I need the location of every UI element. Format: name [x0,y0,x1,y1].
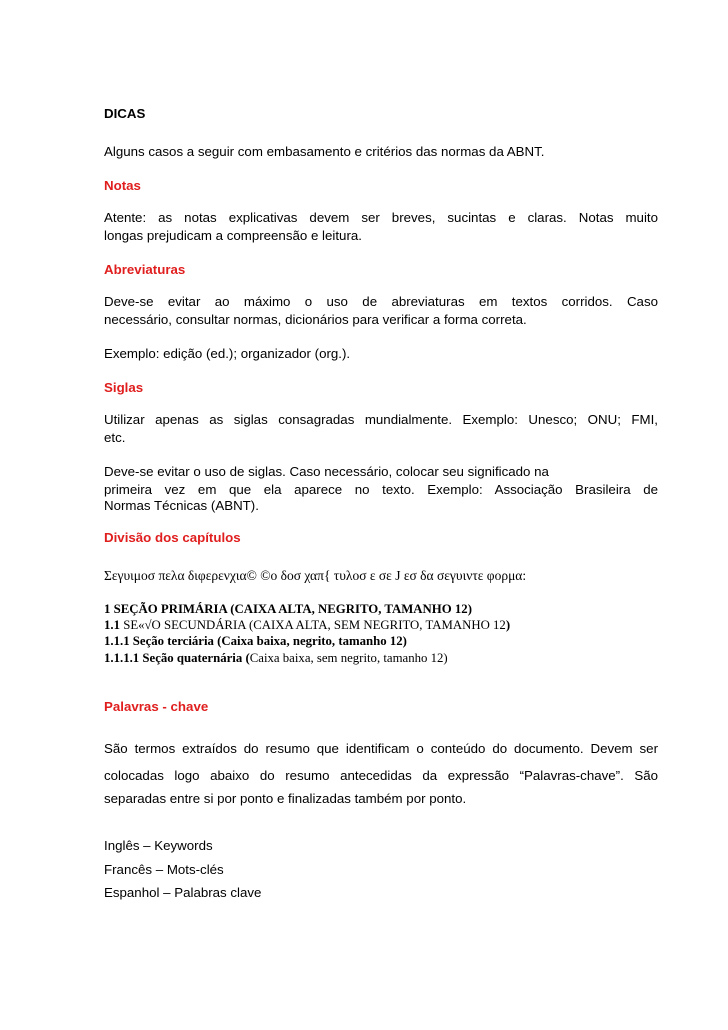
page-heading: DICAS [104,106,146,121]
siglas-p1-line-1: Utilizar apenas as siglas consagradas mundialmente. Exemplo: Unesco; ONU; FMI, [104,412,658,427]
section-level-2-number: 1.1 [104,618,120,632]
notas-line-1: Atente: as notas explicativas devem ser breves, sucintas e claras. Notas muito [104,210,658,225]
abreviaturas-line-1: Deve-se evitar ao máximo o uso de abreviaturas em textos corridos. Caso [104,294,658,309]
section-level-2-note: CAIXA ALTA, SEM NEGRITO, TAMANHO 12 [253,618,506,632]
palavras-line-2: colocadas logo abaixo do resumo antecedidas da expressão “Palavras-chave”. São [104,768,658,783]
divisao-title: Divisão dos capítulos [104,530,241,545]
abreviaturas-title: Abreviaturas [104,262,186,277]
notas-title: Notas [104,178,141,193]
palavras-line-3: separadas entre si por ponto e finalizadas também por ponto. [104,791,467,806]
section-level-2-close: ) [505,618,511,632]
section-level-3: 1.1.1 Seção terciária (Caixa baixa, negrito, tamanho 12) [104,634,407,648]
notas-line-2: longas prejudicam a compreensão e leitura. [104,228,362,243]
section-level-4-title: 1.1.1.1 Seção quaternária ( [104,651,250,665]
siglas-p2-line-2: primeira vez em que ela aparece no texto. Exemplo: Associação Brasileira de [104,482,658,497]
siglas-title: Siglas [104,380,144,395]
section-level-4 [104,650,448,667]
section-level-2-title: SE«√O SECUNDÁRIA ( [120,618,254,632]
section-level-1: 1 SEÇÃO PRIMÁRIA (CAIXA ALTA, NEGRITO, TAMANHO 12) [104,602,472,616]
palavras-title: Palavras - chave [104,699,209,714]
divisao-garbled-line: Σεγυιμοσ πελα διφερενχια© ©ο δοσ χαπ{ τυλοσ ε σε J εσ δα σεγυιντε φορμα: [104,568,527,583]
section-level-2 [104,617,510,634]
keyword-item-english: Inglês – Keywords [104,838,213,853]
siglas-p2-line-3: Normas Técnicas (ABNT). [104,498,259,513]
palavras-line-1: São termos extraídos do resumo que identificam o conteúdo do documento. Devem ser [104,741,658,756]
intro-text: Alguns casos a seguir com embasamento e critérios das normas da ABNT. [104,144,545,159]
keyword-item-spanish: Espanhol – Palabras clave [104,885,262,900]
abreviaturas-example: Exemplo: edição (ed.); organizador (org.). [104,346,351,361]
keyword-item-french: Francês – Mots-clés [104,862,224,877]
siglas-p2-line-1: Deve-se evitar o uso de siglas. Caso necessário, colocar seu significado na [104,464,549,479]
abreviaturas-line-2: necessário, consultar normas, dicionários para verificar a forma correta. [104,312,527,327]
section-level-4-note: Caixa baixa, sem negrito, tamanho 12) [249,651,448,665]
siglas-p1-line-2: etc. [104,430,126,445]
